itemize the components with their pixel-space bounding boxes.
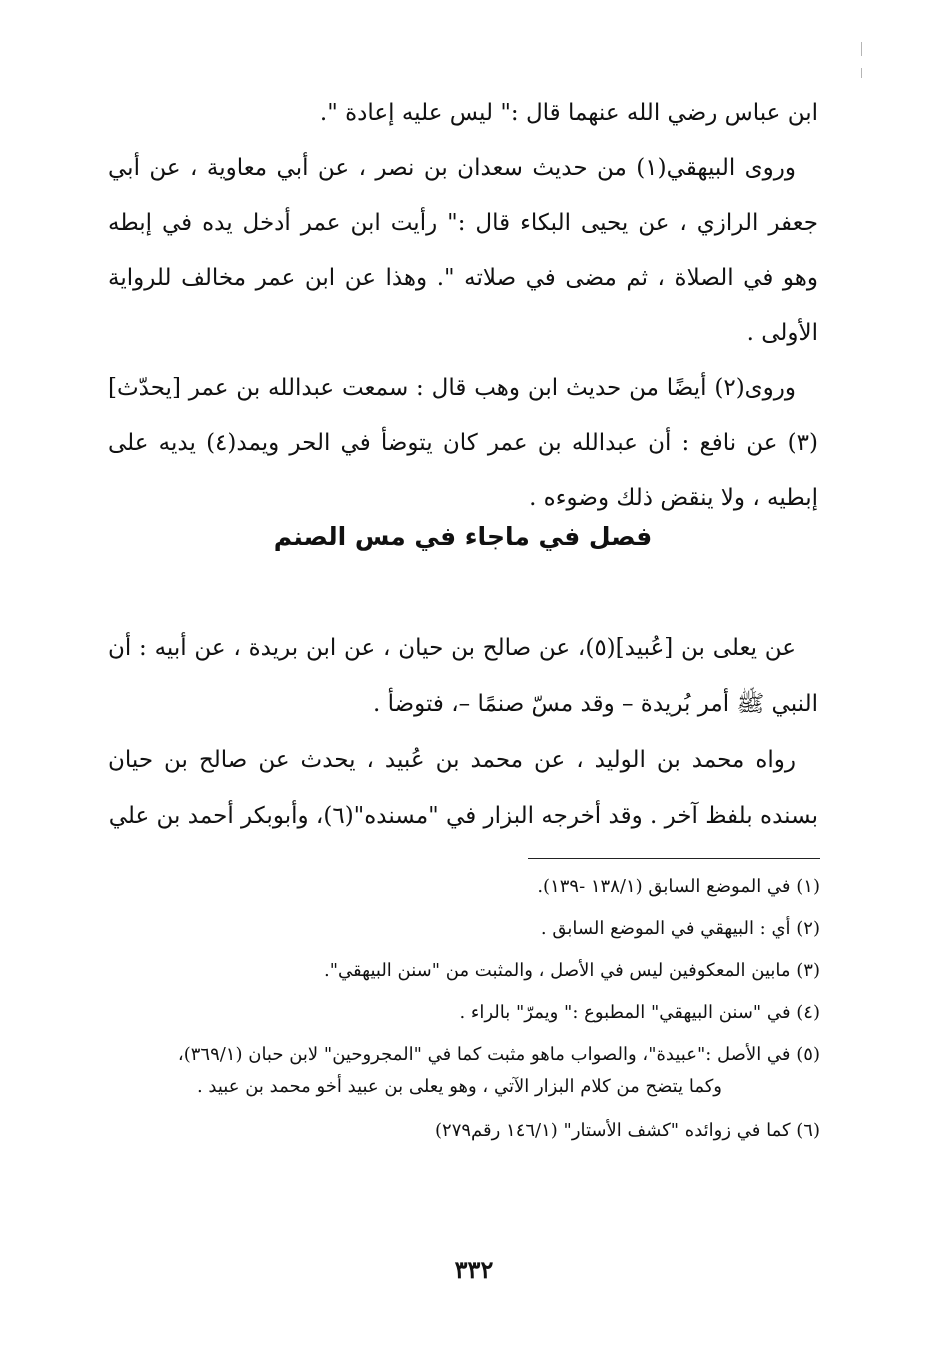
footnote: (٢) أي : البيهقي في الموضع السابق .	[540, 918, 820, 939]
margin-tick-mark	[861, 68, 862, 78]
paragraph: رواه محمد بن الوليد ، عن محمد بن عُبيد ، يحدث عن صالح بن حيان بسنده بلفظ آخر . وقد أخرجه البزار في "مسنده"(٦)، وأبوبكر أحمد بن علي	[108, 747, 818, 829]
paragraph: عن يعلى بن [عُبيد](٥)، عن صالح بن حيان ، عن ابن بريدة ، عن أبيه : أن النبي ﷺ أمر بُريدة – وقد مسّ صنمًا –، فتوضأ .	[108, 635, 818, 717]
footnote-continuation: وكما يتضح من كلام البزار الآتي ، وهو يعلى بن عبيد أخو محمد بن عبيد .	[196, 1076, 722, 1097]
paragraph: ابن عباس رضي الله عنهما قال :" ليس عليه إعادة ".	[319, 100, 818, 126]
paragraph: وروى البيهقي(١) من حديث سعدان بن نصر ، عن أبي معاوية ، عن أبي جعفر الرازي ، عن يحيى البكاء قال :" رأيت ابن عمر أدخل يده في إبطه وهو في الصلاة ، ثم مضى في صلاته ". وهذا عن ابن عمر مخالف للرواية الأولى .	[108, 155, 818, 346]
body-text-bottom	[108, 620, 818, 844]
margin-tick-mark	[861, 42, 862, 56]
paragraph: وروى(٢) أيضًا من حديث ابن وهب قال : سمعت عبدالله بن عمر [يحدّث](٣) عن نافع : أن عبدالله بن عمر كان يتوضأ في الحر ويمد(٤) يديه على إبطيه ، ولا ينقض ذلك وضوءه .	[108, 375, 819, 511]
page-number: ٣٣٢	[454, 1255, 494, 1284]
footnote: (٤) في "سنن البيهقي" المطبوع :" ويمرّ" بالراء .	[459, 1002, 820, 1023]
footnote: (٦) كما في زوائده "كشف الأستار" (١٤٦/١ رقم٢٧٩)	[435, 1120, 820, 1141]
footnote: (٣) مابين المعكوفين ليس في الأصل ، والمثبت من "سنن البيهقي".	[324, 960, 820, 981]
body-text-top	[108, 86, 818, 526]
footnote-separator	[528, 858, 820, 859]
footnote: (٥) في الأصل :"عبيدة"، والصواب ماهو مثبت كما في "المجروحين" لابن حبان (٣٦٩/١)،	[177, 1044, 820, 1065]
footnote: (١) في الموضع السابق (١٣٨/١ -١٣٩).	[537, 876, 820, 897]
footnotes	[108, 866, 820, 1152]
section-heading: فصل في ماجاء في مس الصنم	[273, 522, 653, 551]
